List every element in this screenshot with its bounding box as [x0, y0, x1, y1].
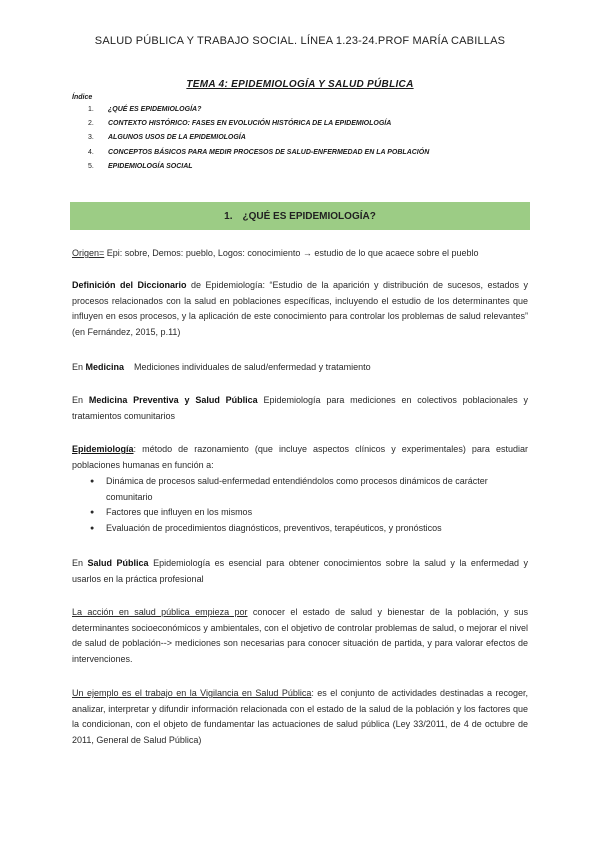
salud-publica-label: Salud Pública [87, 558, 149, 568]
section-heading-bar [70, 202, 530, 230]
medicina-paragraph [72, 360, 528, 376]
definicion-paragraph [72, 278, 528, 340]
origen-text: Epi: sobre, Demos: pueblo, Logos: conocimiento → estudio de lo que acaece sobre el pueblo [104, 248, 479, 258]
preventiva-paragraph [72, 393, 528, 424]
medicina-label: Medicina [85, 362, 125, 372]
index-item-text: ¿QUÉ ES EPIDEMIOLOGÍA? [108, 106, 202, 113]
bullet-item: ● Factores que influyen en los mismos [90, 505, 530, 521]
index-list [88, 106, 429, 177]
epidemiologia-text: : método de razonamiento (que incluye aspectos clínicos y experimentales) para estudiar poblaciones humanas en función a: [72, 444, 528, 470]
index-item-number: 4. [88, 148, 94, 156]
page-header: SALUD PÚBLICA Y TRABAJO SOCIAL. LÍNEA 1.23-24.PROF MARÍA CABILLAS [94, 35, 506, 47]
index-item-number: 2. [88, 120, 94, 128]
definicion-text: de Epidemiología: “Estudio de la aparición y distribución de sucesos, estados y procesos relacionados con la salud en poblaciones específicas, incluyendo el estudio de los determinantes que influyen en esos procesos, y la aplicación de este conocimiento para controlar los problemas de salud relevantes” (en Fernández, 2015, p.11) [72, 280, 528, 337]
epidemiologia-bullets [90, 474, 530, 536]
origen-label: Origen= [72, 248, 105, 258]
index-item-number: 3. [88, 134, 94, 142]
salud-publica-paragraph [72, 556, 528, 587]
index-item-number: 5. [88, 162, 94, 170]
accion-paragraph [72, 605, 528, 667]
ejemplo-text: : es el conjunto de actividades destinadas a recoger, analizar, interpretar y difundir información relacionada con el estado de la salud de la población y los factores que la condicionan, con el objeto de fundamentar las actuaciones de salud pública (Ley 33/2011, de 4 de octubre de 2011, General de Salud Pública) [72, 688, 528, 745]
index-label: Índice [72, 94, 93, 101]
section-title: ¿QUÉ ES EPIDEMIOLOGÍA? [242, 210, 376, 222]
index-item [88, 106, 429, 120]
index-item [88, 163, 429, 177]
ejemplo-label: Un ejemplo es el trabajo en la Vigilancia en Salud Pública [72, 688, 312, 698]
index-item [88, 149, 429, 163]
accion-text: conocer el estado de salud y bienestar de la población, y sus determinantes socioeconómicos y ambientales, con el objetivo de controlar problemas de salud, o mejorar el nivel de salud de población--> mediciones son necesarias para conocer situación de partida, y para valorar efectos de intervenciones. [72, 607, 528, 664]
section-number: 1. [224, 210, 233, 222]
topic-title-text: TEMA 4: EPIDEMIOLOGÍA Y SALUD PÚBLICA [186, 79, 414, 90]
bullet-item: ● Evaluación de procedimientos diagnósticos, preventivos, terapéuticos, y pronósticos [90, 521, 530, 537]
epidemiologia-label: Epidemiología [72, 444, 134, 454]
salud-publica-text: Epidemiología es esencial para obtener conocimientos sobre la salud y la enfermedad y usarlos en la práctica profesional [72, 558, 528, 584]
medicina-text: Mediciones individuales de salud/enfermedad y tratamiento [124, 362, 371, 372]
index-item [88, 120, 429, 134]
medicina-pre: En [72, 362, 86, 372]
ejemplo-paragraph [72, 686, 528, 748]
definicion-label: Definición del Diccionario [72, 280, 187, 290]
index-item-text: EPIDEMIOLOGÍA SOCIAL [108, 162, 193, 170]
accion-label: La acción en salud pública empieza por [72, 607, 248, 617]
epidemiologia-paragraph [72, 442, 528, 473]
salud-publica-pre: En [72, 558, 88, 568]
index-item-text: CONCEPTOS BÁSICOS PARA MEDIR PROCESOS DE SALUD-ENFERMEDAD EN LA POBLACIÓN [108, 148, 430, 156]
origen-paragraph [72, 246, 528, 262]
preventiva-pre: En [72, 395, 89, 405]
topic-title [0, 79, 600, 90]
index-item-number: 1. [88, 106, 94, 113]
bullet-item: ● Dinámica de procesos salud-enfermedad entendiéndolos como procesos dinámicos de carácter comunitario [90, 474, 530, 505]
index-item [88, 134, 429, 148]
preventiva-text: Epidemiología para mediciones en colectivos poblacionales y tratamientos comunitarios [72, 395, 528, 421]
index-item-text: CONTEXTO HISTÓRICO: FASES EN EVOLUCIÓN HISTÓRICA DE LA EPIDEMIOLOGÍA [108, 120, 392, 128]
preventiva-label: Medicina Preventiva y Salud Pública [88, 395, 258, 405]
index-item-text: ALGUNOS USOS DE LA EPIDEMIOLOGÍA [108, 134, 246, 142]
